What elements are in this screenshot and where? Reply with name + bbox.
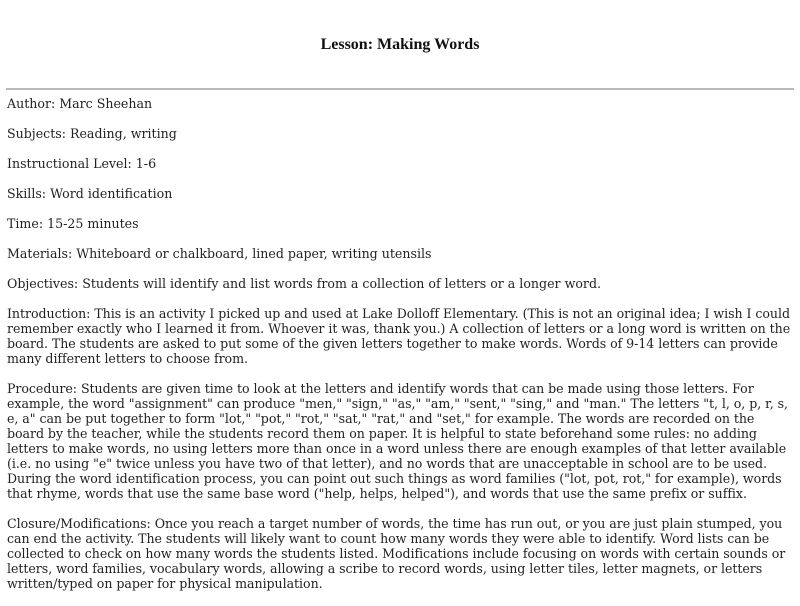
field-value: 15-25 minutes bbox=[47, 216, 139, 231]
field-objectives bbox=[7, 276, 797, 291]
field-label: Skills: bbox=[7, 186, 47, 201]
page-title: Lesson: Making Words bbox=[320, 36, 480, 53]
field-value: Whiteboard or chalkboard, lined paper, writing utensils bbox=[76, 246, 432, 261]
section-text: Students are given time to look at the letters and identify words that can be made using those letters. For example, the word "assignment" can produce "men," "sign," "as," "am," "sent," "sing," and "man." The letters "t, l, o, p, r, s, e, a" can be put together to form "lot," "pot," "rot," "sat," "rat," and "set," for example. The words are recorded on the board by the teacher, while the students record them on paper. It is helpful to state beforehand some rules: no adding letters to make words, no using letters more than once in a word unless there are enough examples of that letter available (i.e. no using "e" twice unless you have two of that letter), and no words that are unacceptable in school are to be used. During the word identification process, you can point out such things as word families ("lot, pot, rot," for example), words that rhyme, words that use the same base word ("help, helps, helped"), and words that use the same prefix or suffix. bbox=[7, 381, 788, 501]
section-label: Introduction: bbox=[7, 306, 91, 321]
field-label: Author: bbox=[7, 96, 56, 111]
field-label: Materials: bbox=[7, 246, 73, 261]
section-text: Once you reach a target number of words, the time has run out, or you are just plain stumped, you can end the activity. The students will likely want to count how many words they were able to identify. Word lists can be collected to check on how many words the students listed. Modifications include focusing on words with certain sounds or letters, word families, vocabulary words, allowing a scribe to record words, using letter tiles, letter magnets, or letters written/typed on paper for physical manipulation. bbox=[7, 516, 786, 591]
section-introduction bbox=[7, 306, 795, 366]
field-value: Students will identify and list words from a collection of letters or a longer word. bbox=[82, 276, 602, 291]
field-skills bbox=[7, 186, 797, 201]
horizontal-divider bbox=[6, 88, 794, 90]
field-materials bbox=[7, 246, 797, 261]
field-subjects bbox=[7, 126, 797, 141]
section-label: Procedure: bbox=[7, 381, 77, 396]
field-label: Objectives: bbox=[7, 276, 79, 291]
field-author bbox=[7, 96, 797, 111]
field-value: Reading, writing bbox=[70, 126, 177, 141]
field-label: Time: bbox=[7, 216, 44, 231]
field-label: Instructional Level: bbox=[7, 156, 132, 171]
section-closure-modifications bbox=[7, 516, 795, 591]
field-time bbox=[7, 216, 797, 231]
field-label: Subjects: bbox=[7, 126, 66, 141]
section-procedure bbox=[7, 381, 795, 501]
field-value: 1-6 bbox=[135, 156, 157, 171]
section-label: Closure/Modifications: bbox=[7, 516, 151, 531]
lesson-content bbox=[7, 96, 797, 606]
field-value: Word identification bbox=[50, 186, 173, 201]
field-value: Marc Sheehan bbox=[59, 96, 153, 111]
field-instructional-level bbox=[7, 156, 797, 171]
section-text: This is an activity I picked up and used at Lake Dolloff Elementary. (This is not an original idea; I wish I could remember exactly who I learned it from. Whoever it was, thank you.) A collection of letters or a long word is written on the board. The students are asked to put some of the given letters together to make words. Words of 9-14 letters can provide many different letters to choose from. bbox=[7, 306, 791, 366]
